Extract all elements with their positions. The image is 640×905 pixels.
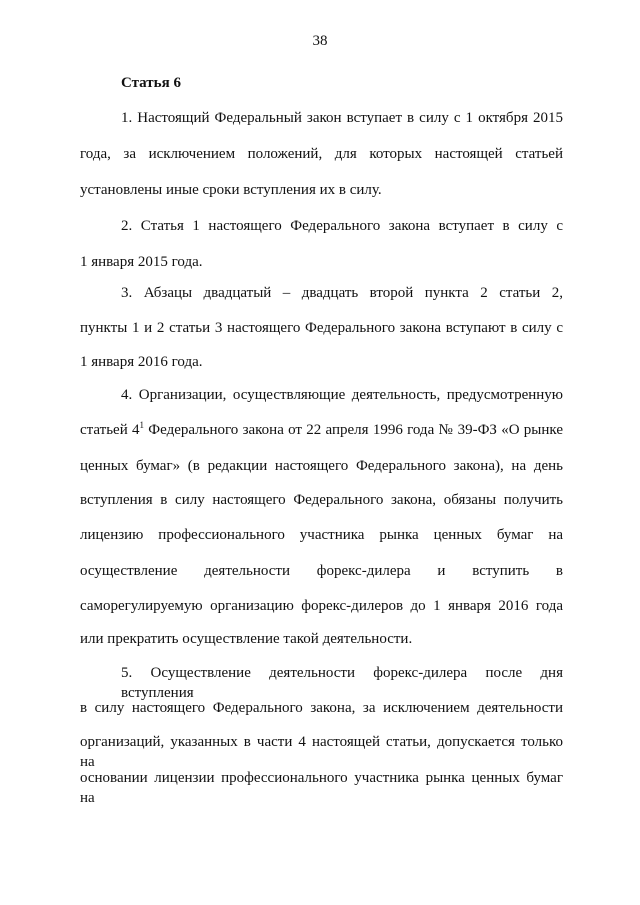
paragraph-4-line-4: вступления в силу настоящего Федерального закона, обязаны получить xyxy=(80,492,563,508)
paragraph-4-line-5: лицензию профессионального участника рынка ценных бумаг на xyxy=(80,527,563,543)
paragraph-4-line-6: осуществление деятельности форекс-дилера и вступить в xyxy=(80,563,563,579)
paragraph-1-line-2: года, за исключением положений, для которых настоящей статьей xyxy=(80,146,563,162)
page-number: 38 xyxy=(312,33,328,49)
paragraph-3-line-3: 1 января 2016 года. xyxy=(80,354,203,370)
paragraph-4-line-1: 4. Организации, осуществляющие деятельность, предусмотренную xyxy=(121,387,563,403)
paragraph-5-line-4: основании лицензии профессионального участника рынка ценных бумаг на xyxy=(80,770,563,806)
paragraph-4-line-7: саморегулируемую организацию форекс-дилеров до 1 января 2016 года xyxy=(80,598,563,614)
paragraph-2-line-1: 2. Статья 1 настоящего Федерального закона вступает в силу с xyxy=(121,218,563,234)
paragraph-5-line-2: в силу настоящего Федерального закона, за исключением деятельности xyxy=(80,700,563,716)
paragraph-3-line-2: пункты 1 и 2 статьи 3 настоящего Федерального закона вступают в силу с xyxy=(80,320,563,336)
paragraph-4-line-3: ценных бумаг» (в редакции настоящего Федерального закона), на день xyxy=(80,458,563,474)
article-heading: Статья 6 xyxy=(121,75,181,91)
paragraph-4-line-2-start: статьей 4 xyxy=(80,422,140,438)
paragraph-1-line-3: установлены иные сроки вступления их в силу. xyxy=(80,182,382,198)
paragraph-2-line-2: 1 января 2015 года. xyxy=(80,254,203,270)
paragraph-4-line-2-end: Федерального закона от 22 апреля 1996 года № 39-ФЗ «О рынке xyxy=(144,422,563,438)
paragraph-1-line-1: 1. Настоящий Федеральный закон вступает в силу с 1 октября 2015 xyxy=(121,110,563,126)
paragraph-4-line-8: или прекратить осуществление такой деятельности. xyxy=(80,631,413,647)
superscript-1: 1 xyxy=(139,420,145,430)
paragraph-5-line-3: организаций, указанных в части 4 настоящей статьи, допускается только на xyxy=(80,734,563,770)
paragraph-3-line-1: 3. Абзацы двадцатый – двадцать второй пункта 2 статьи 2, xyxy=(121,285,563,301)
paragraph-5-line-1: 5. Осуществление деятельности форекс-дилера после дня вступления xyxy=(121,665,563,701)
paragraph-4-line-2 xyxy=(80,420,563,440)
